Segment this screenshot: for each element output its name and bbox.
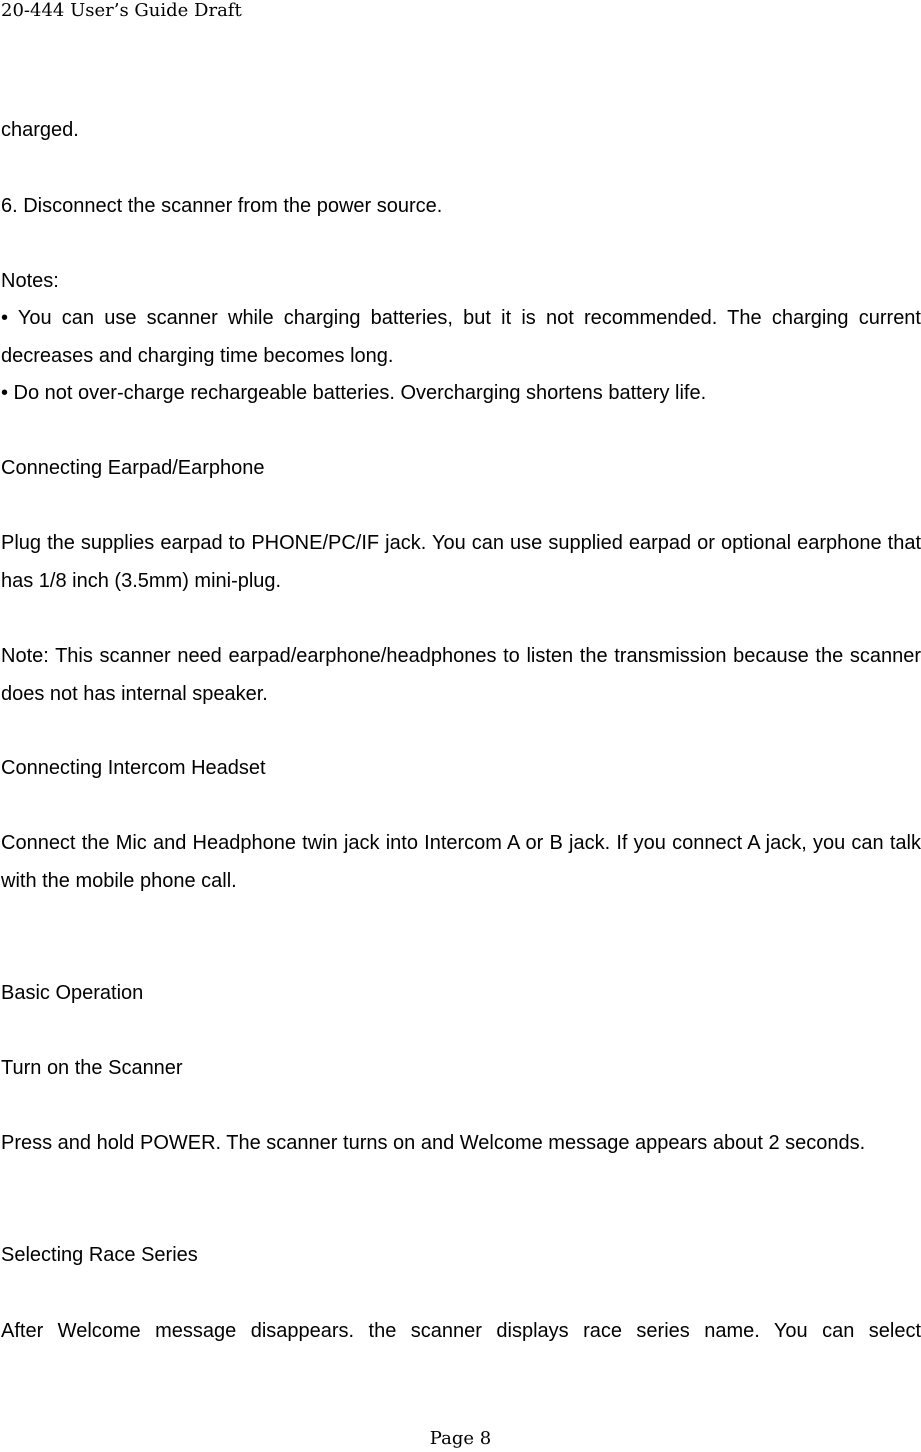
note-bullet-1: • You can use scanner while charging batteries, but it is not recommended. The charging current decreases and charging time becomes long. [1, 307, 921, 367]
paragraph-race-series: After Welcome message disappears. the scanner displays race series name. You can select [1, 1320, 921, 1342]
heading-selecting-race-series: Selecting Race Series [1, 1244, 198, 1266]
heading-connecting-earpad: Connecting Earpad/Earphone [1, 457, 265, 479]
paragraph-turn-on: Press and hold POWER. The scanner turns on and Welcome message appears about 2 seconds. [1, 1132, 866, 1154]
page-header: 20-444 User’s Guide Draft [1, 0, 242, 21]
page-footer: Page 8 [429, 1428, 492, 1449]
paragraph-earpad: Plug the supplies earpad to PHONE/PC/IF jack. You can use supplied earpad or optional earphone that has 1/8 inch (3.5mm) mini-plug. [1, 532, 921, 592]
notes-label: Notes: [1, 270, 59, 292]
heading-basic-operation: Basic Operation [1, 982, 144, 1004]
heading-turn-on-scanner: Turn on the Scanner [1, 1057, 183, 1079]
heading-connecting-intercom: Connecting Intercom Headset [1, 757, 266, 779]
step-6-text: 6. Disconnect the scanner from the power source. [1, 195, 443, 217]
note-bullet-2: • Do not over-charge rechargeable batteries. Overcharging shortens battery life. [1, 382, 707, 404]
paragraph-speaker-note: Note: This scanner need earpad/earphone/headphones to listen the transmission because the scanner does not has internal speaker. [1, 645, 921, 705]
paragraph-charged: charged. [1, 119, 79, 141]
paragraph-intercom: Connect the Mic and Headphone twin jack into Intercom A or B jack. If you connect A jack, you can talk with the mobile phone call. [1, 832, 921, 892]
